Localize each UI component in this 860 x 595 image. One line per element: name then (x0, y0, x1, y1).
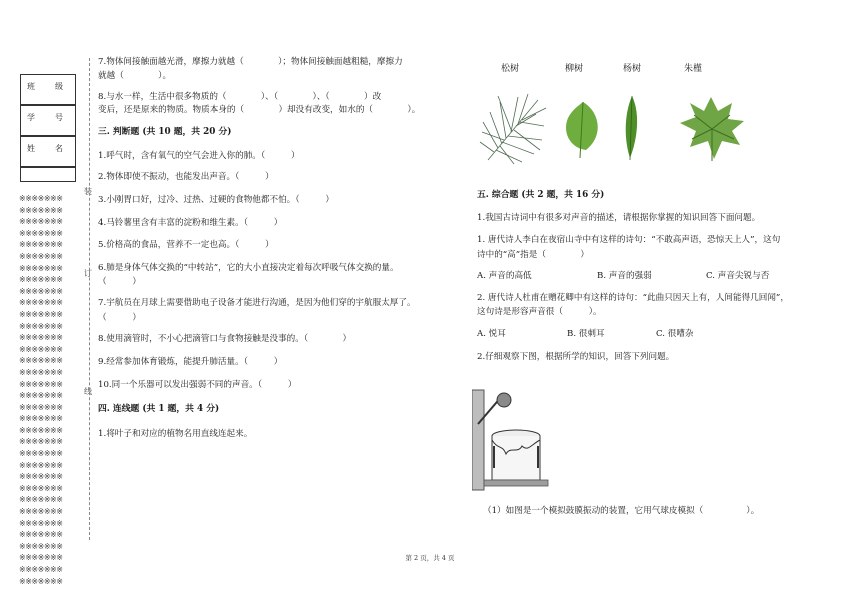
leaf-label-willow: 柳树 (565, 64, 584, 74)
student-id-field (20, 105, 76, 136)
question-line: 变后，还是原来的物质。物质本身的（ ）却没有改变，如水的（ ）。 (98, 105, 421, 115)
binder-mark-xian: 线 (84, 387, 92, 396)
hatch-row: ※※※※※※※ (19, 251, 63, 261)
q2-intro: 2.仔细观察下图，根据所学的知识，回答下列问题。 (477, 352, 675, 362)
hatch-row: ※※※※※※※ (19, 263, 63, 273)
q1-2-line1: 2. 唐代诗人杜甫在赠花卿中有这样的诗句：“此曲只因天上有，人间能得几回闻”， (477, 293, 789, 303)
q1-1-line1: 1. 唐代诗人李白在夜宿山寺中有这样的诗句：“不敢高声语，恐惊天上人”，这句 (477, 235, 781, 245)
hatch-row: ※※※※※※※ (19, 576, 63, 586)
hatch-row: ※※※※※※※ (19, 483, 63, 493)
q1-intro: 1.我国古诗词中有很多对声音的描述，请根据你掌握的知识回答下面问题。 (477, 213, 761, 223)
hatch-row: ※※※※※※※ (19, 217, 63, 227)
question-line: 1.呼气时，含有氧气的空气会进入你的肺。（ ） (98, 151, 300, 161)
blank-field (20, 167, 76, 182)
hatch-row: ※※※※※※※ (19, 553, 63, 563)
q1-1-option-a: A. 声音的高低 (477, 271, 532, 281)
hatch-row: ※※※※※※※ (19, 205, 63, 215)
hatch-row: ※※※※※※※ (19, 518, 63, 528)
hatch-row: ※※※※※※※ (19, 437, 63, 447)
hatch-row: ※※※※※※※ (19, 402, 63, 412)
hatch-row: ※※※※※※※ (19, 298, 63, 308)
question-line: 5.价格高的食品，营养不一定也高。（ ） (98, 240, 274, 250)
name-field (20, 136, 76, 167)
student-id-label: 学 号 (27, 113, 69, 122)
q1-1-option-b: B. 声音的强弱 (597, 271, 652, 281)
question-line: 8.使用滴管时，不小心把滴管口与食物接触是没事的。（ ） (98, 334, 352, 344)
hatch-row: ※※※※※※※ (19, 449, 63, 459)
question-line: 4.马铃薯里含有丰富的淀粉和维生素。（ ） (98, 218, 283, 228)
hatch-row: ※※※※※※※ (19, 379, 63, 389)
binder-mark-ding: 订 (84, 269, 92, 278)
question-line: 2.物体即使不振动，也能发出声音。（ ） (98, 172, 274, 182)
hatch-row: ※※※※※※※ (19, 275, 63, 285)
hatch-row: ※※※※※※※ (19, 228, 63, 238)
question-line: 1.将叶子和对应的植物名用直线连起来。 (98, 429, 253, 439)
class-label: 班 级 (27, 82, 69, 91)
hatch-row: ※※※※※※※ (19, 344, 63, 354)
page-number: 第 2 页，共 4 页 (405, 554, 455, 562)
hatch-row: ※※※※※※※ (19, 194, 63, 203)
binder-mark-zhuang: 装 (84, 187, 92, 196)
hatch-row: ※※※※※※※ (19, 321, 63, 331)
hatch-row: ※※※※※※※ (19, 356, 63, 366)
question-line: 6.肺是身体气体交换的“中转站”，它的大小直接决定着每次呼吸气体交换的量。 (98, 263, 399, 273)
q1-1-option-c: C. 声音尖锐与否 (706, 271, 770, 281)
hatch-row: ※※※※※※※ (19, 565, 63, 574)
leaf-label-pine: 松树 (501, 64, 520, 74)
q1-2-option-a: A. 悦耳 (477, 329, 506, 339)
hatch-row: ※※※※※※※ (19, 309, 63, 319)
question-line: 9.经常参加体育锻炼，能提升肺活量。（ ） (98, 357, 283, 367)
willow-leaf-image (560, 98, 606, 160)
hatch-row: ※※※※※※※ (19, 472, 63, 482)
hatch-row: ※※※※※※※ (19, 391, 63, 401)
poplar-leaf-image (620, 92, 642, 164)
leaf-label-hibiscus: 朱槿 (684, 64, 703, 74)
hatch-row: ※※※※※※※ (19, 367, 63, 377)
q1-2-option-b: B. 很刺耳 (567, 329, 605, 339)
drum-membrane-apparatus-image (472, 388, 556, 492)
hatch-row: ※※※※※※※ (19, 286, 63, 296)
hatch-row: ※※※※※※※ (19, 541, 63, 551)
hatch-row: ※※※※※※※ (19, 333, 63, 343)
hatch-pattern (19, 193, 80, 588)
leaf-label-poplar: 杨树 (623, 64, 642, 74)
q1-2-option-c: C. 很嘈杂 (656, 329, 694, 339)
question-line: 就越（ ）。 (98, 71, 172, 81)
name-label: 姓 名 (27, 144, 69, 153)
section-title: 三. 判断题 (共 10 题，共 20 分) (98, 127, 232, 137)
q1-2-line2: 这句诗是形容声音很（ ）。 (477, 307, 602, 317)
q2-1-text: （1）如图是一个模拟鼓膜振动的装置，它用气球皮模拟（ ）。 (483, 506, 760, 516)
q1-1-line2: 诗中的“高”指是（ ） (477, 250, 589, 260)
question-line: （ ） (98, 277, 141, 287)
question-line: 8.与水一样，生活中很多物质的（ ）、（ ）、（ ）改 (98, 92, 382, 102)
question-line: 7.宇航员在月球上需要借助电子设备才能进行沟通，是因为他们穿的宇航服太厚了。 (98, 298, 416, 308)
question-line: （ ） (98, 313, 141, 323)
question-line: 10.同一个乐器可以发出强弱不同的声音。（ ） (98, 380, 297, 390)
hatch-row: ※※※※※※※ (19, 414, 63, 424)
section5-title: 五. 综合题 (共 2 题，共 16 分) (477, 190, 605, 200)
class-field (20, 74, 76, 105)
hatch-row: ※※※※※※※ (19, 530, 63, 540)
question-line: 7.物体间接触面越光滑，摩擦力就越（ ）；物体间接触面越粗糙，摩擦力 (98, 57, 403, 67)
section-title: 四. 连线题 (共 1 题，共 4 分) (98, 404, 220, 414)
hatch-row: ※※※※※※※ (19, 460, 63, 470)
question-line: 3.小刚胃口好，过冷、过热、过硬的食物他都不怕。（ ） (98, 195, 334, 205)
hatch-row: ※※※※※※※ (19, 425, 63, 435)
binding-line (89, 58, 90, 540)
pine-needles-image (478, 92, 548, 167)
hatch-row: ※※※※※※※ (19, 507, 63, 517)
hatch-row: ※※※※※※※ (19, 495, 63, 505)
hatch-row: ※※※※※※※ (19, 240, 63, 250)
hibiscus-leaf-image (674, 93, 748, 165)
